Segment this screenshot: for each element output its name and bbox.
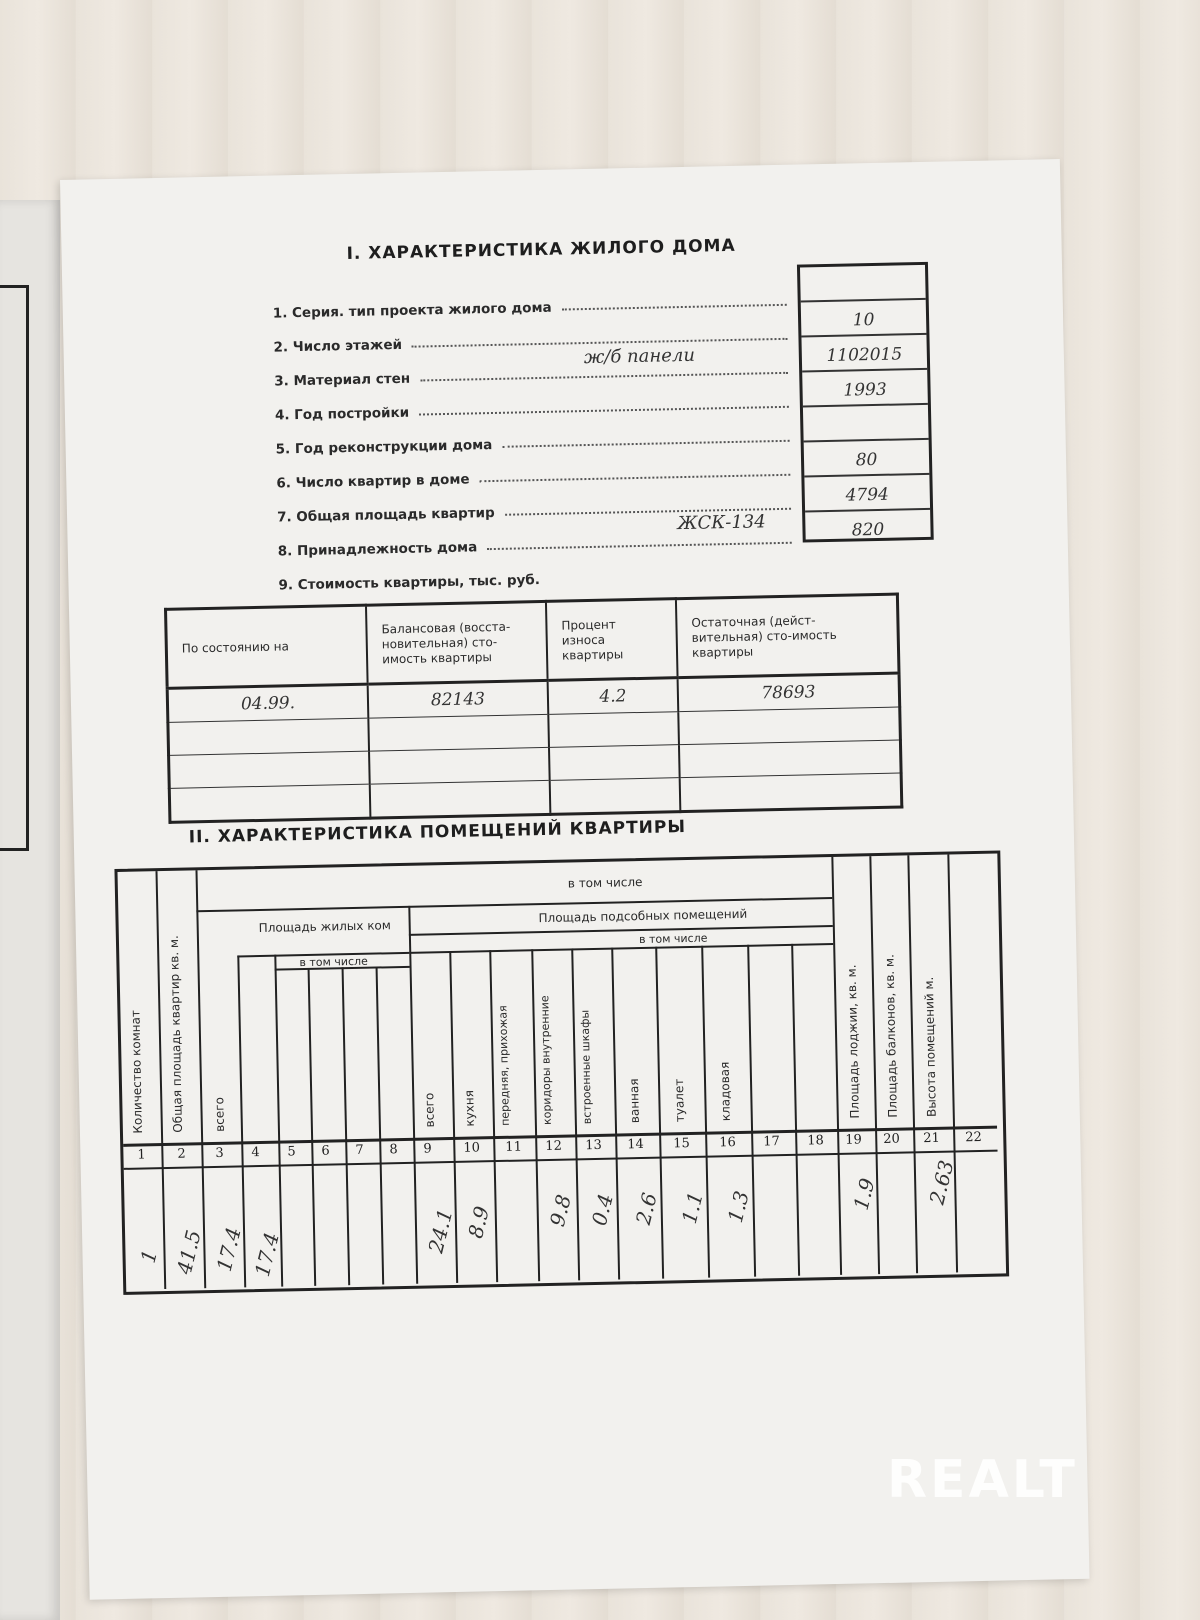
cost-header: Балансовая (восста-новительная) сто-имость квартиры xyxy=(366,601,548,684)
col-number: 8 xyxy=(389,1142,398,1158)
field-label: 6. Число квартир в доме xyxy=(276,471,470,492)
cost-cell xyxy=(369,747,550,784)
col-number: 9 xyxy=(423,1141,432,1157)
cost-header: Процент износа квартиры xyxy=(546,599,678,681)
cost-cell xyxy=(679,740,901,778)
cost-cell: 4.2 xyxy=(548,678,679,715)
col-height: Высота помещений м. xyxy=(921,976,939,1118)
col-closets: встроенные шкафы xyxy=(578,1009,594,1125)
col-bath: ванная xyxy=(626,1078,642,1124)
val-bath: 2.6 xyxy=(630,1190,662,1227)
col-number: 3 xyxy=(215,1145,224,1161)
field-row-floors xyxy=(273,317,793,356)
cost-cell xyxy=(680,773,902,812)
section1-title: I. ХАРАКТЕРИСТИКА ЖИЛОГО ДОМА xyxy=(346,235,736,265)
field-label: 2. Число этажей xyxy=(273,336,403,356)
col-toilet: туалет xyxy=(671,1078,687,1123)
cost-cell xyxy=(168,718,369,755)
header-aux-area: Площадь подсобных помещений xyxy=(538,906,748,926)
field-label: 9. Стоимость квартиры, тыс. руб. xyxy=(278,572,541,594)
left-page-frame xyxy=(0,285,29,851)
col-number: 16 xyxy=(719,1135,737,1151)
cost-cell xyxy=(678,707,900,745)
cost-cell xyxy=(169,784,370,822)
col-loggia: Площадь лоджии, кв. м. xyxy=(844,964,862,1119)
col-rooms: Количество комнат xyxy=(128,1010,145,1134)
col-number: 20 xyxy=(883,1131,900,1147)
val-toilet: 1.1 xyxy=(676,1189,708,1227)
room-table xyxy=(114,850,1009,1294)
val-rooms: 1 xyxy=(135,1247,162,1266)
val-living-total: 17.4 xyxy=(211,1224,246,1274)
header-in-total: в том числе xyxy=(567,874,643,891)
val-closets: 0.4 xyxy=(586,1191,618,1228)
col-number: 18 xyxy=(807,1133,824,1149)
cost-cell xyxy=(548,712,679,748)
handwritten-wall-material: ж/б панели xyxy=(583,344,696,369)
section2-title: II. ХАРАКТЕРИСТИКА ПОМЕЩЕНИЙ КВАРТИРЫ xyxy=(188,817,687,848)
col-number: 10 xyxy=(463,1140,481,1156)
col-number: 19 xyxy=(845,1132,862,1148)
col-number: 21 xyxy=(923,1130,940,1147)
value-year-reconstruction xyxy=(803,405,929,443)
field-label: 3. Материал стен xyxy=(274,370,411,390)
col-corridors: коридоры внутренние xyxy=(538,995,554,1126)
value-ownership: 820 xyxy=(851,519,885,541)
field-row-series xyxy=(272,283,792,322)
col-total-area: Общая площадь квартир кв. м. xyxy=(166,935,185,1133)
value-year-built: 1993 xyxy=(802,370,928,408)
field-label: 4. Год постройки xyxy=(274,404,410,424)
cost-header: По состоянию на xyxy=(166,605,368,688)
val-living-room1: 17.4 xyxy=(249,1230,284,1279)
header-living-in-total: в том числе xyxy=(299,954,368,970)
value-apartments: 80 xyxy=(804,440,930,478)
document-sheet xyxy=(60,159,1090,1600)
val-storage: 1.3 xyxy=(722,1188,754,1226)
cost-table xyxy=(164,593,903,824)
col-kitchen: кухня xyxy=(462,1089,477,1127)
val-total-area: 41.5 xyxy=(171,1227,206,1277)
cost-cell xyxy=(550,778,681,815)
col-number: 22 xyxy=(965,1129,982,1146)
col-number: 12 xyxy=(545,1138,563,1155)
field-row-apartments xyxy=(276,453,796,492)
field-row-year-reconstruction xyxy=(275,419,795,458)
col-number: 14 xyxy=(627,1136,645,1153)
field-label: 7. Общая площадь квартир xyxy=(276,504,495,526)
value-total-area: 4794 xyxy=(804,475,930,513)
col-number: 5 xyxy=(287,1144,296,1160)
col-aux-total: всего xyxy=(422,1092,437,1128)
field-label: 1. Серия. тип проекта жилого дома xyxy=(272,299,552,322)
cost-cell xyxy=(169,751,370,788)
header-aux-in-total: в том числе xyxy=(638,931,708,947)
col-number: 2 xyxy=(177,1146,186,1162)
header-living-area: Площадь жилых ком xyxy=(258,918,392,936)
handwritten-ownership: ЖСК-134 xyxy=(677,511,766,535)
val-height: 2.63 xyxy=(924,1157,959,1207)
cost-cell: 78693 xyxy=(678,673,900,712)
field-row-wall-material xyxy=(274,351,794,390)
cost-header: Остаточная (дейст-вительная) сто-имость квартиры xyxy=(676,594,899,678)
val-aux-total: 24.1 xyxy=(423,1206,458,1256)
col-living-total: всего xyxy=(212,1097,227,1133)
value-wall-material: 1102015 xyxy=(801,335,927,373)
realt-watermark: REALT xyxy=(887,1450,1078,1510)
val-corridors: 9.8 xyxy=(544,1192,576,1229)
col-storage: кладовая xyxy=(717,1061,733,1122)
col-balcony: Площадь балконов, кв. м. xyxy=(882,954,900,1118)
field-row-year-built xyxy=(275,385,795,424)
cost-cell xyxy=(549,745,680,781)
val-loggia: 1.9 xyxy=(848,1175,880,1213)
value-series xyxy=(800,265,926,303)
cost-cell: 04.99. xyxy=(167,684,368,722)
field-label: 5. Год реконструкции дома xyxy=(275,437,493,458)
field-label: 8. Принадлежность дома xyxy=(277,539,478,560)
col-number: 4 xyxy=(251,1145,260,1161)
cost-cell: 82143 xyxy=(368,680,549,718)
col-number: 11 xyxy=(505,1139,523,1155)
cost-cell xyxy=(368,714,549,751)
col-hall: передняя, прихожая xyxy=(496,1005,512,1127)
value-box xyxy=(797,262,934,543)
col-number: 17 xyxy=(763,1134,781,1150)
col-number: 7 xyxy=(355,1142,364,1159)
col-number: 15 xyxy=(673,1136,691,1152)
field-row-cost xyxy=(278,558,639,594)
cost-cell xyxy=(370,780,551,818)
value-floors: 10 xyxy=(801,300,927,338)
col-number: 6 xyxy=(321,1143,330,1159)
val-kitchen: 8.9 xyxy=(463,1203,495,1241)
col-number: 13 xyxy=(585,1137,603,1154)
col-number: 1 xyxy=(137,1147,146,1163)
